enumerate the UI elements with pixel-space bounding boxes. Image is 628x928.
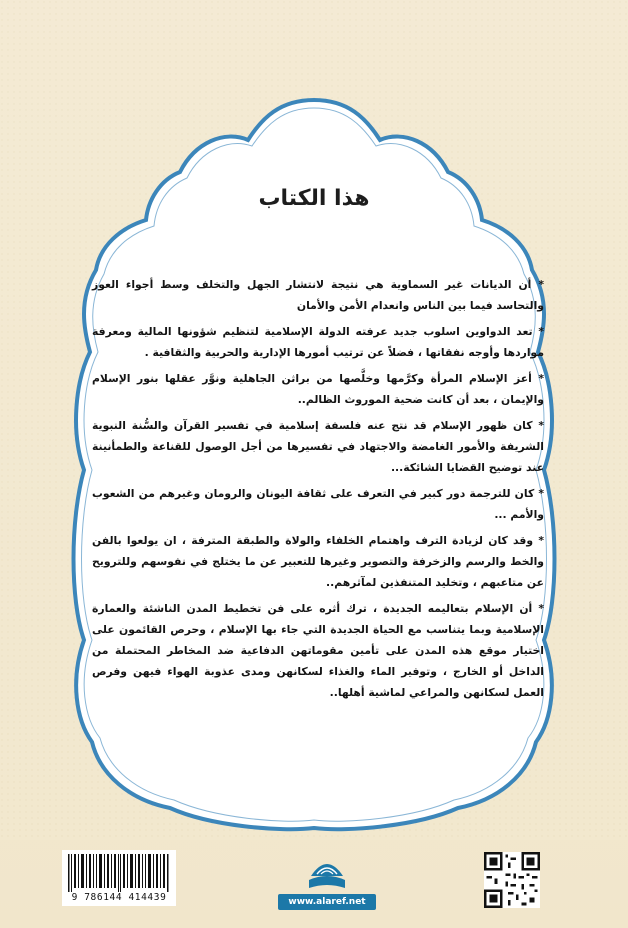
publisher-book-icon: [307, 848, 347, 892]
blurb-paragraph: * وقد كان لزيادة الترف واهتمام الخلفاء والولاة والطبقة المترفة ، ان يولعوا بالفن والخط والرسم والزخرفة والتصوير وغيرها للتعبير عن ما يختلج في نفوسهم وللترويح عن متاعبهم ، وتخليد المتنفذين لمآثرهم..: [92, 534, 544, 589]
cover-title: هذا الكتاب: [258, 186, 370, 211]
blurb-paragraph: * كان ظهور الإسلام قد نتج عنه فلسفة إسلامية في تفسير القرآن والسُّنة النبوية الشريفة والأمور الغامضة والاجتهاد في تفسيرها من أجل الوصول للقناعة والطمأنينة عند توضيح القضايا الشائكة...: [92, 419, 544, 474]
publisher-logo: [268, 848, 386, 916]
blurb-paragraph: * أعز الإسلام المرأة وكرَّمها وخلَّصها من براثن الجاهلية ونوَّر عقلها بنور الإسلام والإيمان ، بعد أن كانت ضحية الموروث الظالم..: [92, 372, 544, 406]
blurb-paragraph: * أن الإسلام بتعاليمه الجديدة ، ترك أثره على فن تخطيط المدن الناشئة والعمارة الإسلامية وبما يتناسب مع الحياة الجديدة التي جاء بها الإسلام ، وحرص القائمون على اختيار موقع هذه المدن على تأمين مقوماتهن الدفاعية ضد المخاطر المحتملة من الداخل أو الخارج ، وتوفير الماء والغذاء لسكانهن ومدى عذوبة الهواء فيهن وفرص العمل لسكانهن والمراعي لماشية أهلها..: [92, 602, 544, 699]
publisher-url: www.alaref.net: [278, 894, 376, 910]
blurb-paragraph: * كان للترجمة دور كبير في التعرف على ثقافة اليونان والرومان وغيرهم من الشعوب والأمم ...: [92, 487, 544, 521]
qr-code-icon: [484, 852, 540, 908]
blurb-text: [92, 274, 544, 708]
blurb-paragraph: * أن الديانات غير السماوية هي نتيجة لانتشار الجهل والتخلف وسط أجواء العوز والتحاسد فيما بين الناس وانعدام الأمن والأمان: [92, 278, 544, 312]
isbn-digits: 9 786144 414439: [71, 892, 167, 903]
isbn-barcode: [62, 850, 176, 906]
barcode-bars-icon: [68, 854, 170, 892]
blurb-paragraph: * تعد الدواوين اسلوب جديد عرفته الدولة الإسلامية لتنظيم شؤونها المالية ومعرفة مواردها وأوجه نفقاتها ، فضلاً عن ترتيب أمورها الإدارية والحربية والثقافية .: [92, 325, 544, 359]
